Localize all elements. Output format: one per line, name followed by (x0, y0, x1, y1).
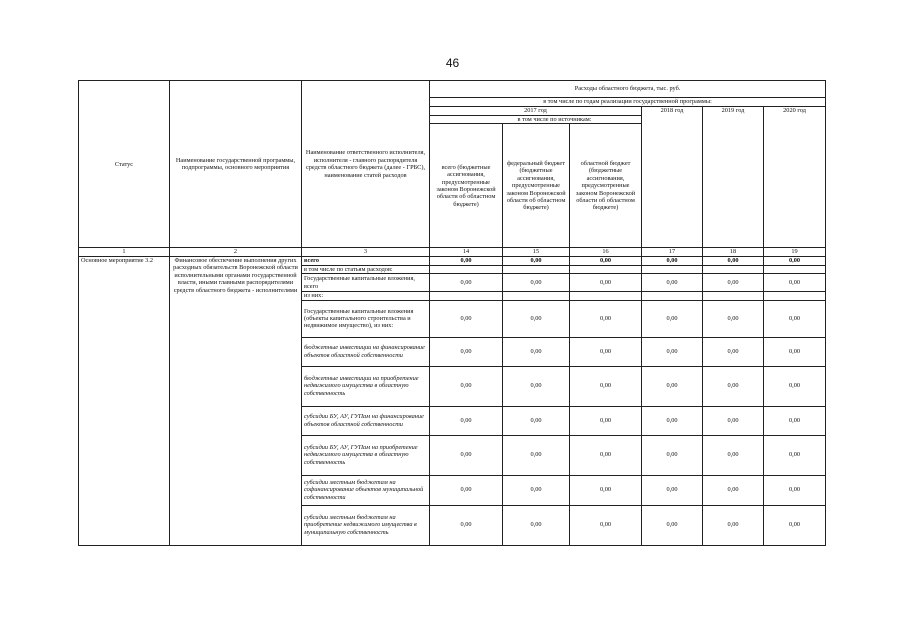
status-cell: Основное мероприятие 3.2 (79, 256, 170, 545)
value-cell: 0,00 (430, 256, 503, 265)
value-cell: 0,00 (764, 274, 826, 292)
value-cell (570, 265, 642, 273)
header-program-name: Наименование государственной программы, подпрограммы, основного мероприятия (170, 81, 302, 248)
row-label: в том числе по статьям расходов: (302, 265, 430, 273)
value-cell (764, 292, 826, 300)
value-cell: 0,00 (764, 300, 826, 337)
header-by-sources: в том числе по источникам: (430, 116, 642, 124)
column-index: 17 (642, 248, 703, 256)
value-cell: 0,00 (503, 366, 570, 406)
value-cell: 0,00 (764, 435, 826, 475)
page-number: 46 (445, 56, 460, 70)
row-label: бюджетные инвестиции на приобретение недвижимого имущества в областную собственность (302, 366, 430, 406)
row-label: Государственные капитальные вложения (объекты капитального строительства и недвижимое имущество), из них: (302, 300, 430, 337)
column-index: 3 (302, 248, 430, 256)
table-row (79, 256, 826, 265)
row-label: субсидии местным бюджетам на софинансирование объектов муниципальной собственности (302, 475, 430, 505)
value-cell: 0,00 (430, 505, 503, 545)
value-cell (703, 265, 764, 273)
value-cell: 0,00 (764, 366, 826, 406)
value-cell (503, 292, 570, 300)
value-cell: 0,00 (703, 274, 764, 292)
row-label: субсидии местным бюджетам на приобретение недвижимого имущества в муниципальную собственность (302, 505, 430, 545)
value-cell (430, 292, 503, 300)
value-cell: 0,00 (503, 475, 570, 505)
value-cell: 0,00 (430, 435, 503, 475)
value-cell (642, 292, 703, 300)
value-cell: 0,00 (430, 300, 503, 337)
value-cell: 0,00 (642, 366, 703, 406)
value-cell: 0,00 (764, 337, 826, 366)
value-cell (703, 292, 764, 300)
value-cell: 0,00 (703, 300, 764, 337)
row-label: субсидии БУ, АУ, ГУПам на приобретение недвижимого имущества в областную собственность (302, 435, 430, 475)
header-total-col: всего (бюджетные ассигнования, предусмотренные законом Воронежской области об областном бюджете) (430, 124, 503, 248)
value-cell: 0,00 (764, 256, 826, 265)
header-year-2019: 2019 год (703, 107, 764, 248)
column-index: 16 (570, 248, 642, 256)
column-index: 14 (430, 248, 503, 256)
value-cell: 0,00 (430, 366, 503, 406)
row-label: субсидии БУ, АУ, ГУПам на финансирование объектов областной собственности (302, 406, 430, 435)
row-label: Государственные капитальные вложения, всего (302, 274, 430, 292)
header-year-2020: 2020 год (764, 107, 826, 248)
value-cell: 0,00 (430, 337, 503, 366)
value-cell: 0,00 (570, 337, 642, 366)
value-cell: 0,00 (703, 256, 764, 265)
value-cell: 0,00 (430, 406, 503, 435)
header-expenses: Расходы областного бюджета, тыс. руб. (430, 81, 826, 98)
value-cell: 0,00 (430, 475, 503, 505)
value-cell: 0,00 (503, 406, 570, 435)
header-year-2017: 2017 год (430, 107, 642, 116)
value-cell: 0,00 (642, 337, 703, 366)
header-year-2018: 2018 год (642, 107, 703, 248)
value-cell: 0,00 (764, 475, 826, 505)
header-regional-col: областной бюджет (бюджетные ассигнования, предусмотренные законом Воронежской области об областном бюджете) (570, 124, 642, 248)
value-cell: 0,00 (703, 337, 764, 366)
row-label: бюджетные инвестиции на финансирование объектов областной собственности (302, 337, 430, 366)
value-cell: 0,00 (503, 256, 570, 265)
value-cell: 0,00 (703, 406, 764, 435)
column-index: 19 (764, 248, 826, 256)
value-cell: 0,00 (503, 505, 570, 545)
value-cell (430, 265, 503, 273)
value-cell: 0,00 (570, 475, 642, 505)
value-cell: 0,00 (503, 337, 570, 366)
value-cell: 0,00 (503, 274, 570, 292)
value-cell: 0,00 (642, 256, 703, 265)
header-by-years: в том числе по годам реализации государственной программы: (430, 98, 826, 107)
value-cell: 0,00 (570, 274, 642, 292)
value-cell: 0,00 (642, 435, 703, 475)
value-cell: 0,00 (764, 505, 826, 545)
value-cell (764, 265, 826, 273)
value-cell: 0,00 (764, 406, 826, 435)
value-cell: 0,00 (642, 300, 703, 337)
column-index: 15 (503, 248, 570, 256)
value-cell (642, 265, 703, 273)
column-index-row (79, 248, 826, 256)
column-index: 2 (170, 248, 302, 256)
header-executor: Наименование ответственного исполнителя, исполнителя - главного распорядителя средств областного бюджета (далее - ГРБС), наименование статей расходов (302, 81, 430, 248)
column-index: 1 (79, 248, 170, 256)
value-cell: 0,00 (570, 366, 642, 406)
value-cell: 0,00 (503, 435, 570, 475)
value-cell: 0,00 (642, 274, 703, 292)
row-label: из них: (302, 292, 430, 300)
value-cell (570, 292, 642, 300)
value-cell: 0,00 (703, 435, 764, 475)
column-index: 18 (703, 248, 764, 256)
value-cell: 0,00 (642, 505, 703, 545)
budget-table (78, 80, 826, 546)
value-cell (503, 265, 570, 273)
value-cell: 0,00 (570, 505, 642, 545)
row-label: всего (302, 256, 430, 265)
value-cell: 0,00 (570, 406, 642, 435)
measure-name-cell: Финансовое обеспечение выполнения других расходных обязательств Воронежской области исполнительными органами государственной власти, иными главными распорядителями средств областного бюджета - исполнителями (170, 256, 302, 545)
header-status: Статус (79, 81, 170, 248)
value-cell: 0,00 (570, 256, 642, 265)
value-cell: 0,00 (703, 366, 764, 406)
value-cell: 0,00 (430, 274, 503, 292)
value-cell: 0,00 (570, 435, 642, 475)
value-cell: 0,00 (642, 406, 703, 435)
value-cell: 0,00 (503, 300, 570, 337)
value-cell: 0,00 (703, 475, 764, 505)
header-federal-col: федеральный бюджет (бюджетные ассигнования, предусмотренные законом Воронежской области об областном бюджете) (503, 124, 570, 248)
value-cell: 0,00 (570, 300, 642, 337)
value-cell: 0,00 (642, 475, 703, 505)
value-cell: 0,00 (703, 505, 764, 545)
